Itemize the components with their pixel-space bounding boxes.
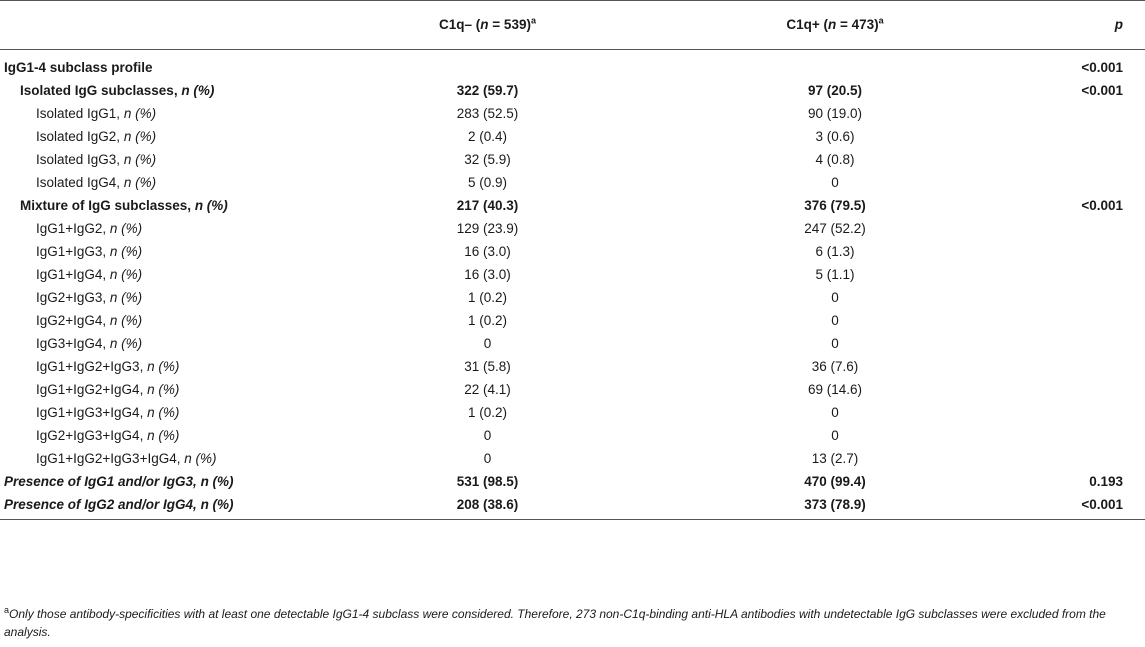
row-label-n-suffix: n (%) xyxy=(123,106,157,121)
row-label-text: Presence of IgG2 and/or IgG4, xyxy=(4,497,201,512)
table-row xyxy=(0,263,1145,286)
row-label-text: IgG1+IgG2+IgG3, xyxy=(36,359,148,374)
row-label-text: Isolated IgG subclasses, xyxy=(20,83,182,98)
table-row xyxy=(0,171,1145,194)
table-row xyxy=(0,493,1145,520)
footnote-text: Only those antibody-specificities with at least one detectable IgG1-4 subclass were considered. Therefore, 273 non-C1q-binding anti-HLA antibodies with undetectable IgG subclasses were excluded from the analysis. xyxy=(4,607,1106,639)
header-c1q-positive-value: = 473) xyxy=(836,17,879,32)
p-value xyxy=(1025,447,1145,470)
row-label-text: IgG1+IgG2+IgG3+IgG4, xyxy=(36,451,185,466)
row-label xyxy=(0,125,330,148)
row-label xyxy=(0,194,330,217)
header-c1q-positive-n: n xyxy=(827,17,837,32)
header-c1q-positive-prefix: C1q+ ( xyxy=(786,17,828,32)
c1q-negative-value: 208 (38.6) xyxy=(330,493,645,520)
table-footnote xyxy=(4,605,1134,641)
table-row xyxy=(0,309,1145,332)
row-label-text: IgG3+IgG4, xyxy=(36,336,110,351)
c1q-positive-value: 0 xyxy=(831,290,839,305)
row-label-text: Isolated IgG4, xyxy=(36,175,124,190)
row-label xyxy=(0,355,330,378)
c1q-negative-value: 1 (0.2) xyxy=(467,290,508,305)
row-label xyxy=(0,332,330,355)
row-label-n-suffix: n (%) xyxy=(109,336,143,351)
c1q-negative-value xyxy=(330,50,645,80)
row-label-text: IgG1+IgG3+IgG4, xyxy=(36,405,148,420)
row-label xyxy=(0,102,330,125)
header-c1q-negative xyxy=(330,1,645,50)
row-label-n-suffix: n (%) xyxy=(181,83,215,98)
table-row xyxy=(0,332,1145,355)
row-label xyxy=(0,171,330,194)
c1q-positive-value: 36 (7.6) xyxy=(811,359,859,374)
table-row xyxy=(0,286,1145,309)
row-label xyxy=(0,493,330,520)
p-value xyxy=(1025,332,1145,355)
p-value: 0.193 xyxy=(1089,474,1123,489)
row-label-text: IgG2+IgG3, xyxy=(36,290,110,305)
c1q-positive-value: 0 xyxy=(831,428,839,443)
p-value xyxy=(1025,148,1145,171)
header-c1q-positive xyxy=(645,1,1025,50)
row-label-text: IgG2+IgG3+IgG4, xyxy=(36,428,148,443)
table-row xyxy=(0,217,1145,240)
row-label xyxy=(0,240,330,263)
c1q-negative-value: 531 (98.5) xyxy=(456,474,519,489)
row-label-n-suffix: n (%) xyxy=(194,198,228,213)
row-label xyxy=(0,401,330,424)
c1q-positive-value: 90 (19.0) xyxy=(807,106,863,121)
table-row xyxy=(0,50,1145,80)
p-value xyxy=(1025,424,1145,447)
c1q-negative-value: 22 (4.1) xyxy=(464,382,511,397)
table-row xyxy=(0,194,1145,217)
footnote-marker: a xyxy=(4,605,10,615)
table-body xyxy=(0,50,1145,520)
p-value xyxy=(1025,217,1145,240)
table-row xyxy=(0,125,1145,148)
row-label-text: Isolated IgG3, xyxy=(36,152,124,167)
table-row xyxy=(0,102,1145,125)
p-value xyxy=(1025,240,1145,263)
row-label-n-suffix: n (%) xyxy=(109,290,143,305)
row-label xyxy=(0,424,330,447)
row-label-text: Isolated IgG2, xyxy=(36,129,124,144)
row-label-text: IgG1+IgG4, xyxy=(36,267,110,282)
row-label xyxy=(0,447,330,470)
header-p-value: p xyxy=(1025,1,1145,50)
p-value xyxy=(1025,263,1145,286)
row-label-n-suffix: n (%) xyxy=(109,221,143,236)
header-c1q-negative-prefix: C1q– ( xyxy=(439,17,481,32)
row-label xyxy=(0,286,330,309)
row-label-n-suffix: n (%) xyxy=(123,175,157,190)
table-row xyxy=(0,148,1145,171)
row-label-n-suffix: n (%) xyxy=(200,474,234,489)
c1q-positive-value: 3 (0.6) xyxy=(815,129,855,144)
c1q-positive-value: 373 (78.9) xyxy=(645,493,1025,520)
row-label xyxy=(0,378,330,401)
c1q-positive-value: 4 (0.8) xyxy=(815,152,855,167)
c1q-positive-value: 6 (1.3) xyxy=(815,244,855,259)
c1q-negative-value: 1 (0.2) xyxy=(467,313,508,328)
header-c1q-negative-n: n xyxy=(480,17,489,32)
p-value xyxy=(1025,309,1145,332)
table-row xyxy=(0,470,1145,493)
table-row xyxy=(0,424,1145,447)
table-row xyxy=(0,240,1145,263)
p-value xyxy=(1025,286,1145,309)
table-row xyxy=(0,79,1145,102)
p-value: <0.001 xyxy=(1081,60,1123,75)
row-label-n-suffix: n (%) xyxy=(109,313,143,328)
row-label xyxy=(0,79,330,102)
row-label-n-suffix: n (%) xyxy=(200,497,234,512)
header-c1q-positive-footnote-marker: a xyxy=(878,15,884,26)
row-label-n-suffix: n (%) xyxy=(123,129,157,144)
header-c1q-negative-footnote-marker: a xyxy=(530,15,536,26)
row-label-n-suffix: n (%) xyxy=(147,405,180,420)
c1q-negative-value: 0 xyxy=(483,336,492,351)
c1q-positive-value: 5 (1.1) xyxy=(815,267,855,282)
c1q-positive-value: 97 (20.5) xyxy=(807,83,863,98)
c1q-negative-value: 283 (52.5) xyxy=(456,106,519,121)
row-label xyxy=(0,309,330,332)
row-label-text: Mixture of IgG subclasses, xyxy=(20,198,195,213)
c1q-positive-value: 470 (99.4) xyxy=(804,474,866,489)
p-value xyxy=(1025,102,1145,125)
c1q-negative-value: 217 (40.3) xyxy=(456,198,519,213)
c1q-negative-value: 2 (0.4) xyxy=(467,129,508,144)
row-label xyxy=(0,263,330,286)
row-label-n-suffix: n (%) xyxy=(147,428,180,443)
row-label-text: Presence of IgG1 and/or IgG3, xyxy=(4,474,201,489)
c1q-negative-value: 16 (3.0) xyxy=(464,267,511,282)
c1q-positive-value: 0 xyxy=(831,405,839,420)
table-row xyxy=(0,378,1145,401)
p-value xyxy=(1025,378,1145,401)
row-label-n-suffix: n (%) xyxy=(147,382,180,397)
row-label-n-suffix: n (%) xyxy=(184,451,217,466)
p-value: <0.001 xyxy=(1081,198,1123,213)
table-row xyxy=(0,355,1145,378)
c1q-positive-value: 69 (14.6) xyxy=(807,382,863,397)
row-label-n-suffix: n (%) xyxy=(109,267,143,282)
c1q-negative-value: 16 (3.0) xyxy=(464,244,511,259)
row-label-n-suffix: n (%) xyxy=(123,152,157,167)
c1q-negative-value: 5 (0.9) xyxy=(467,175,508,190)
row-label-text: IgG1-4 subclass profile xyxy=(4,60,153,75)
row-label-text: Isolated IgG1, xyxy=(36,106,124,121)
c1q-negative-value: 129 (23.9) xyxy=(456,221,519,236)
table-row xyxy=(0,447,1145,470)
row-label xyxy=(0,50,330,80)
p-value xyxy=(1025,401,1145,424)
row-label xyxy=(0,470,330,493)
row-label-n-suffix: n (%) xyxy=(147,359,180,374)
c1q-negative-value: 1 (0.2) xyxy=(467,405,508,420)
table-header-row xyxy=(0,1,1145,50)
p-value xyxy=(1025,355,1145,378)
p-value xyxy=(1025,171,1145,194)
row-label-n-suffix: n (%) xyxy=(109,244,143,259)
table-row xyxy=(0,401,1145,424)
p-value xyxy=(1025,125,1145,148)
row-label-text: IgG1+IgG2+IgG4, xyxy=(36,382,148,397)
row-label xyxy=(0,217,330,240)
c1q-positive-value: 247 (52.2) xyxy=(804,221,866,236)
c1q-positive-value: 376 (79.5) xyxy=(804,198,866,213)
c1q-positive-value: 0 xyxy=(831,175,839,190)
c1q-negative-value: 0 xyxy=(483,428,492,443)
row-label-text: IgG2+IgG4, xyxy=(36,313,110,328)
header-c1q-negative-value: = 539) xyxy=(488,17,531,32)
p-value: <0.001 xyxy=(1081,83,1123,98)
c1q-positive-value xyxy=(645,50,1025,80)
c1q-negative-value: 32 (5.9) xyxy=(464,152,511,167)
c1q-positive-value: 0 xyxy=(831,336,839,351)
row-label xyxy=(0,148,330,171)
p-value: <0.001 xyxy=(1025,493,1145,520)
row-label-text: IgG1+IgG2, xyxy=(36,221,110,236)
header-label-column xyxy=(0,1,330,50)
c1q-negative-value: 322 (59.7) xyxy=(456,83,519,98)
c1q-negative-value: 31 (5.8) xyxy=(464,359,511,374)
c1q-positive-value: 13 (2.7) xyxy=(811,451,859,466)
row-label-text: IgG1+IgG3, xyxy=(36,244,110,259)
c1q-negative-value: 0 xyxy=(483,451,492,466)
c1q-positive-value: 0 xyxy=(831,313,839,328)
